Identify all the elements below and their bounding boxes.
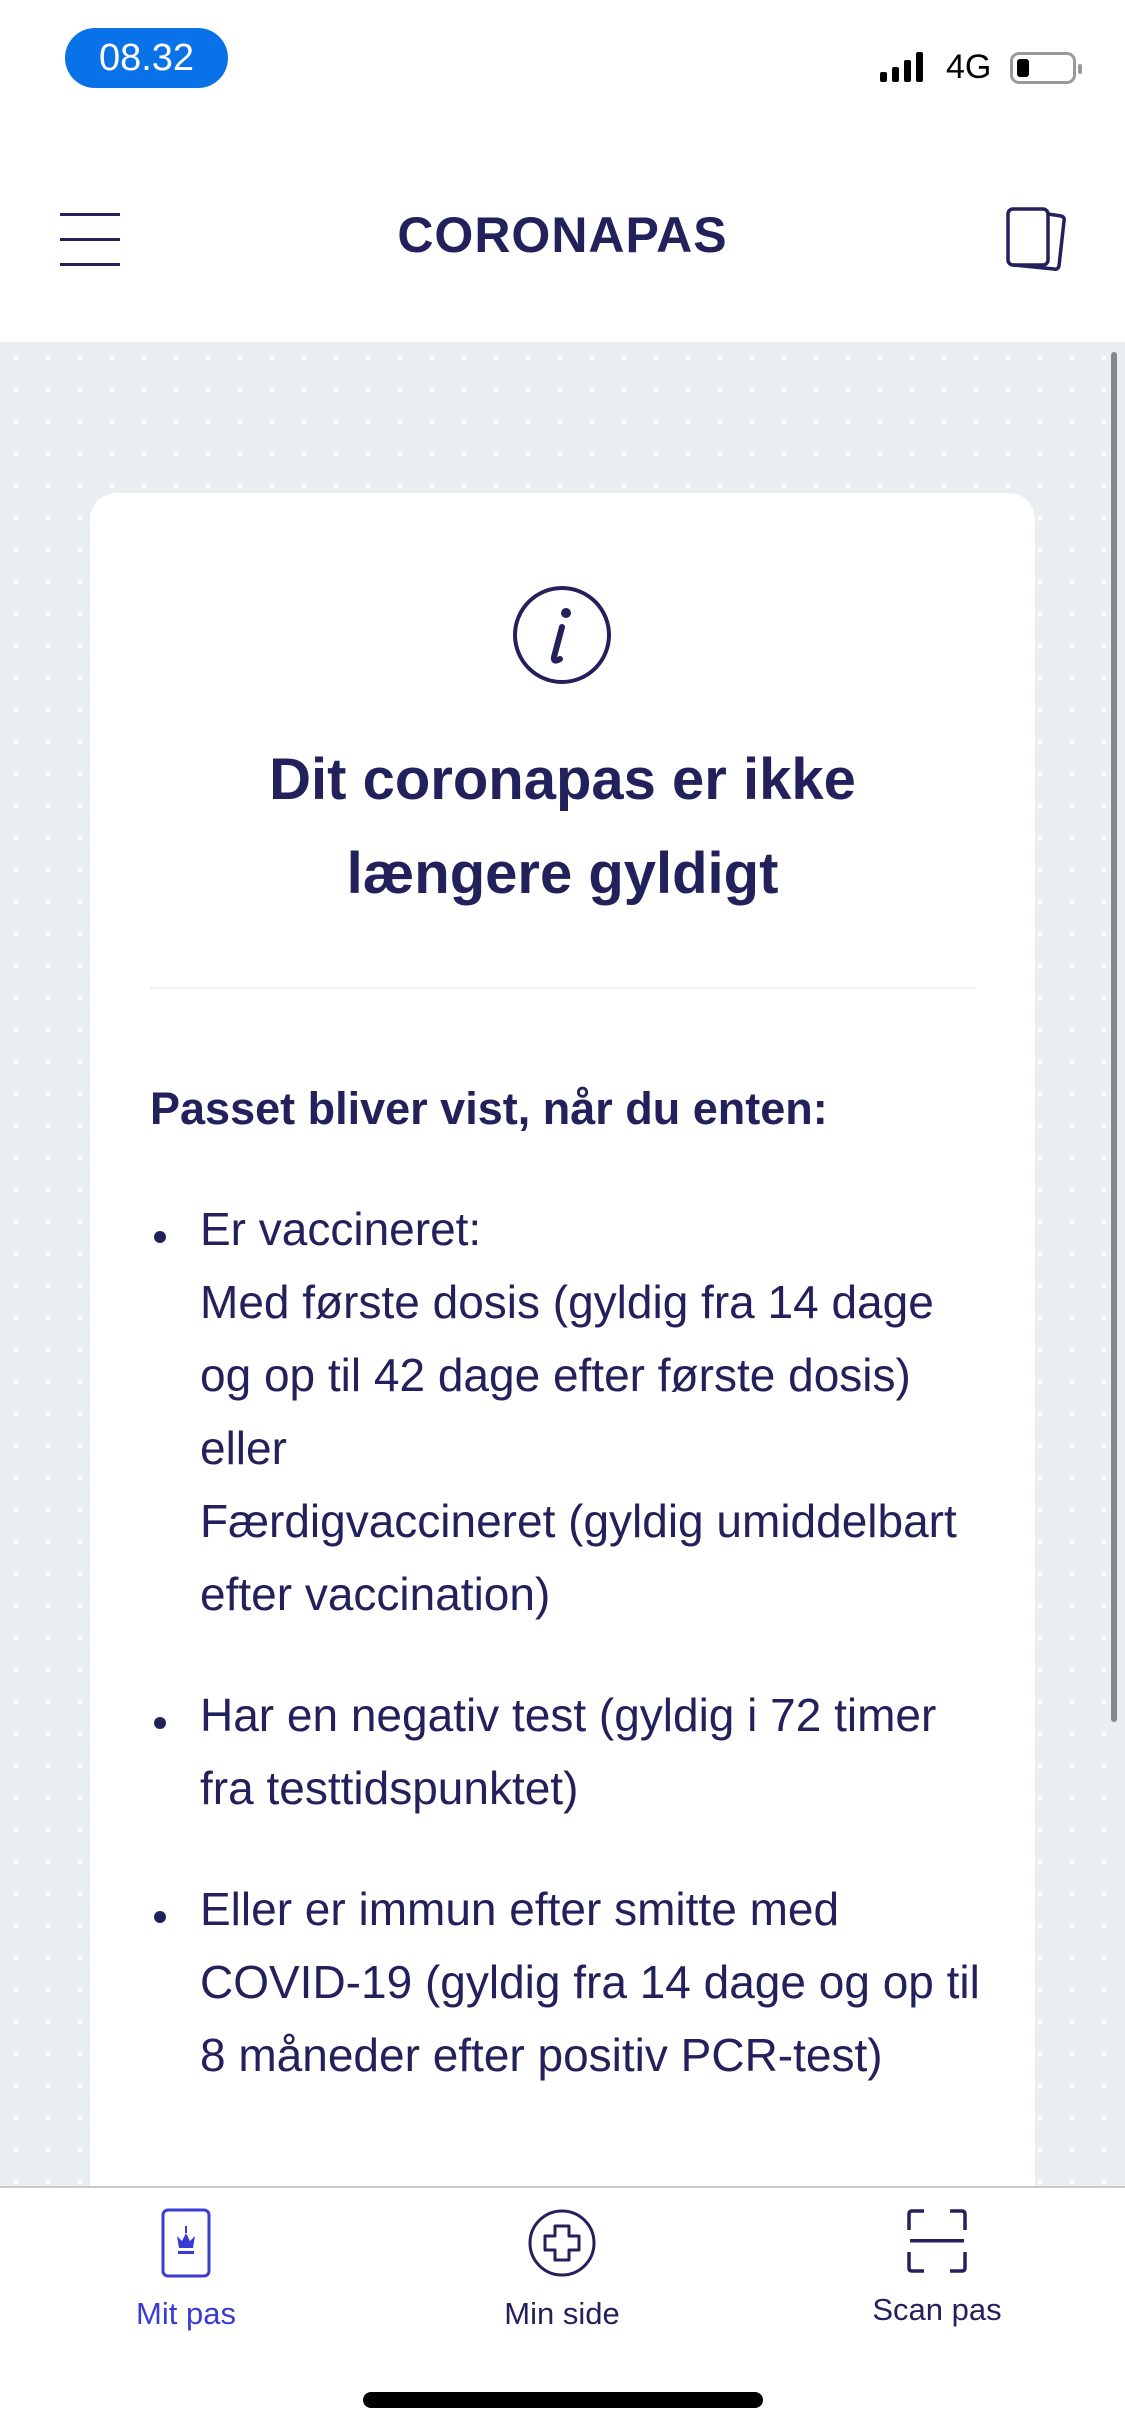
bullet-line: Er vaccineret: [200, 1203, 482, 1255]
status-time: 08.32 [65, 28, 228, 88]
status-bar [0, 0, 1125, 110]
card-title: Dit coronapas er ikke længere gyldigt [269, 747, 856, 906]
card-subtitle: Passet bliver vist, når du enten: [150, 1083, 828, 1134]
bullet-line: Eller er immun efter smitte med COVID-19 (gyldig fra 14 dage og op til 8 måneder efter positiv PCR-test) [200, 1883, 980, 2081]
bullet-line: Har en negativ test (gyldig i 72 timer fra testtidspunktet) [200, 1689, 937, 1814]
health-plus-icon [527, 2208, 597, 2278]
cards-icon[interactable] [1005, 206, 1069, 272]
signal-icon [880, 52, 923, 82]
list-item [150, 1193, 990, 1631]
conditions-list [150, 1193, 990, 2140]
bullet-line: Med første dosis (gyldig fra 14 dage og op til 42 dage efter første dosis) eller [200, 1276, 934, 1474]
battery-icon [1010, 52, 1076, 84]
tab-label: Min side [504, 2296, 620, 2331]
info-icon [512, 585, 612, 685]
bullet-line: Færdigvaccineret (gyldig umiddelbart efter vaccination) [200, 1495, 957, 1620]
network-type: 4G [946, 48, 992, 86]
tab-min-side[interactable] [412, 2208, 712, 2332]
tab-scan-pas[interactable] [787, 2208, 1087, 2328]
tab-label: Scan pas [872, 2292, 1002, 2327]
info-card [90, 493, 1035, 2253]
divider [150, 987, 975, 989]
app-header [0, 110, 1125, 342]
scrollbar[interactable] [1111, 352, 1117, 1722]
home-indicator[interactable] [363, 2392, 763, 2408]
list-item [150, 1873, 990, 2092]
tab-mit-pas[interactable] [36, 2208, 336, 2332]
passport-crown-icon [161, 2208, 211, 2278]
list-item [150, 1679, 990, 1825]
scan-icon [906, 2208, 968, 2274]
tab-label: Mit pas [136, 2296, 236, 2331]
app-title: CORONAPAS [397, 207, 728, 263]
